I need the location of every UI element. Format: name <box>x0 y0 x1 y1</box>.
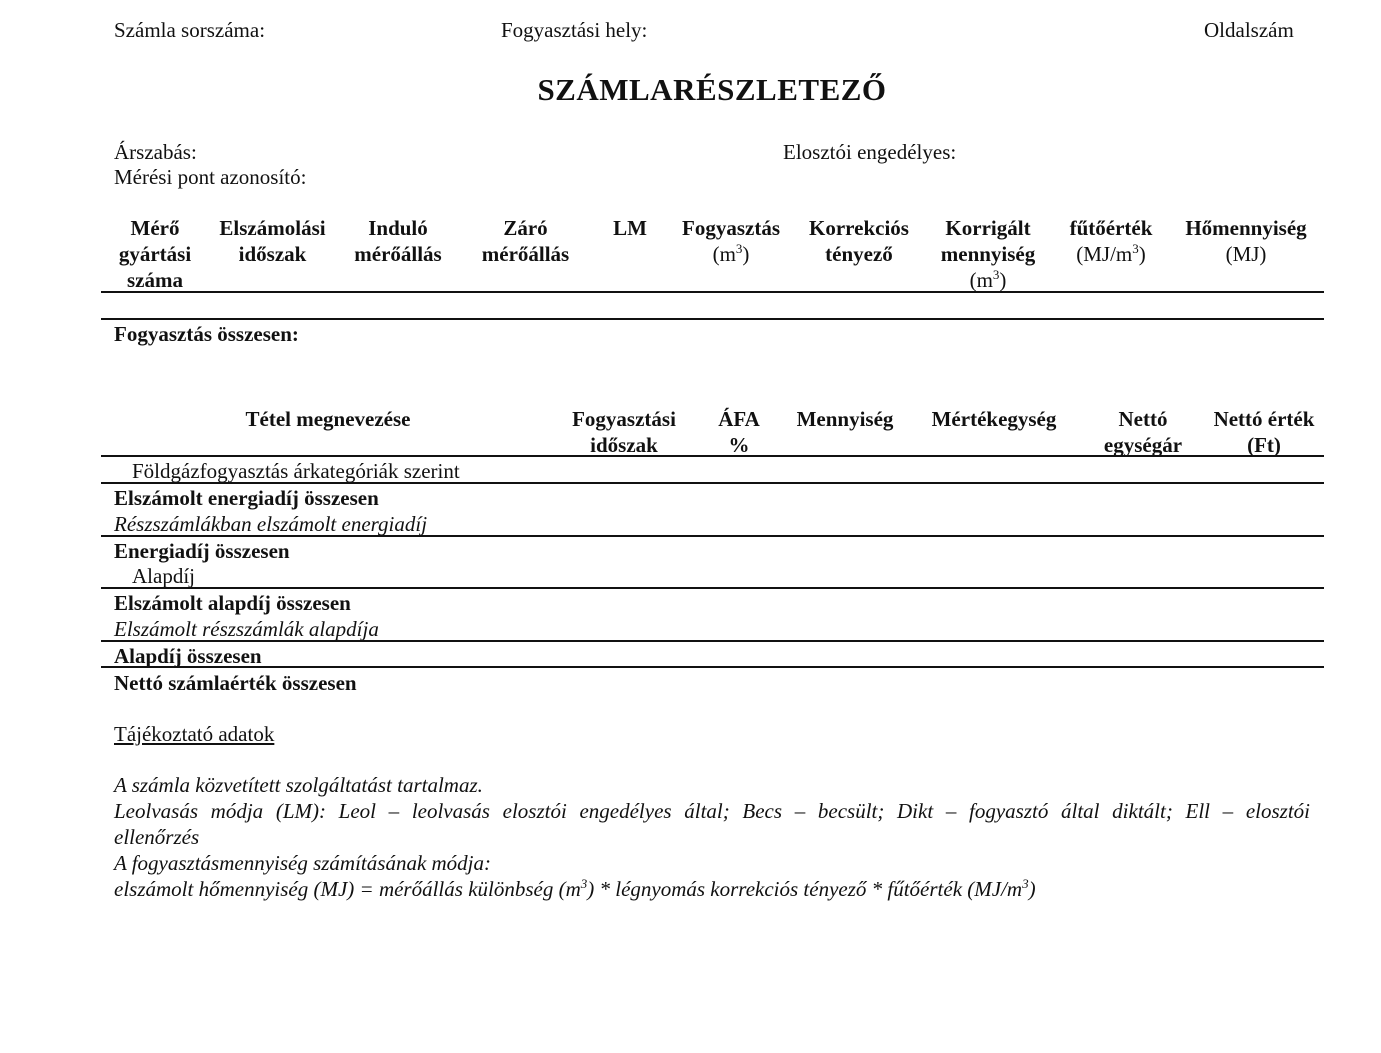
meter-table-header-rule <box>101 291 1324 293</box>
header-meter-serial: Mérő gyártási száma <box>118 216 192 292</box>
document-title: SZÁMLARÉSZLETEZŐ <box>537 72 887 107</box>
header-end-reading: Záró mérőállás <box>481 216 570 266</box>
header-quantity: Mennyiség <box>796 407 894 431</box>
header-heat-quantity: Hőmennyiség (MJ) <box>1185 216 1307 266</box>
row-base-fee-partial: Elszámolt részszámlák alapdíja <box>114 617 379 641</box>
notes-line-1: A számla közvetített szolgáltatást tartalmaz. <box>114 773 483 797</box>
header-billing-period: Elszámolási időszak <box>219 216 326 266</box>
notes-line-4: A fogyasztásmennyiség számításának módja: <box>114 851 492 875</box>
consumption-place-label: Fogyasztási hely: <box>501 18 648 42</box>
header-net-value: Nettó érték (Ft) <box>1213 407 1315 457</box>
distributor-label: Elosztói engedélyes: <box>783 140 957 164</box>
row-gas-by-price-category: Földgázfogyasztás árkategóriák szerint <box>132 459 460 483</box>
notes-heading: Tájékoztató adatok <box>114 722 275 746</box>
tariff-label: Árszabás: <box>114 140 197 164</box>
row-base-fee-total-billed: Elszámolt alapdíj összesen <box>114 591 351 615</box>
header-start-reading: Induló mérőállás <box>354 216 442 266</box>
header-consumption-period: Fogyasztási időszak <box>572 407 676 457</box>
row-energy-fee-partial: Részszámlákban elszámolt energiadíj <box>114 512 428 536</box>
row-base-fee: Alapdíj <box>132 564 195 588</box>
items-table-header-rule <box>101 455 1324 457</box>
row-energy-fee-total-billed: Elszámolt energiadíj összesen <box>114 486 379 510</box>
header-unit: Mértékegység <box>931 407 1057 431</box>
notes-line-2: Leolvasás módja (LM): Leol – leolvasás elosztói engedélyes által; Becs – becsült; Dikt – fogyasztó által diktált; Ell – elosztói <box>114 799 1310 823</box>
notes-line-3: ellenőrzés <box>114 825 200 849</box>
header-calorific-value: fűtőérték $(MJ/m^3)$ <box>1069 216 1153 266</box>
page-number-label: Oldalszám <box>1204 18 1294 42</box>
metering-point-label: Mérési pont azonosító: <box>114 165 307 189</box>
row-rule <box>101 666 1324 668</box>
row-rule <box>101 587 1324 589</box>
header-reading-mode: LM <box>613 216 647 240</box>
row-rule <box>101 535 1324 537</box>
consumption-total-label: Fogyasztás összesen: <box>114 322 299 346</box>
row-rule <box>101 640 1324 642</box>
notes-formula: elszámolt hőmennyiség (MJ) = mérőállás különbség $(m^3)$ * légnyomás korrekciós tényező * fűtőérték $(MJ/m^3)$ <box>114 876 1036 901</box>
header-net-unit-price: Nettó egységár <box>1103 407 1183 457</box>
header-item-name: Tétel megnevezése <box>245 407 411 431</box>
row-net-invoice-total: Nettó számlaérték összesen <box>114 671 357 695</box>
header-correction-factor: Korrekciós tényező <box>809 216 909 266</box>
row-energy-fee-total: Energiadíj összesen <box>114 539 290 563</box>
header-consumption: Fogyasztás $(m^3)$ <box>682 216 780 266</box>
header-corrected-quantity: Korrigált mennyiség $(m^3)$ <box>940 216 1036 292</box>
invoice-number-label: Számla sorszáma: <box>114 18 266 42</box>
row-rule <box>101 482 1324 484</box>
row-base-fee-total: Alapdíj összesen <box>114 644 262 668</box>
meter-table-bottom-rule <box>101 318 1324 320</box>
header-vat: ÁFA % <box>718 407 760 457</box>
